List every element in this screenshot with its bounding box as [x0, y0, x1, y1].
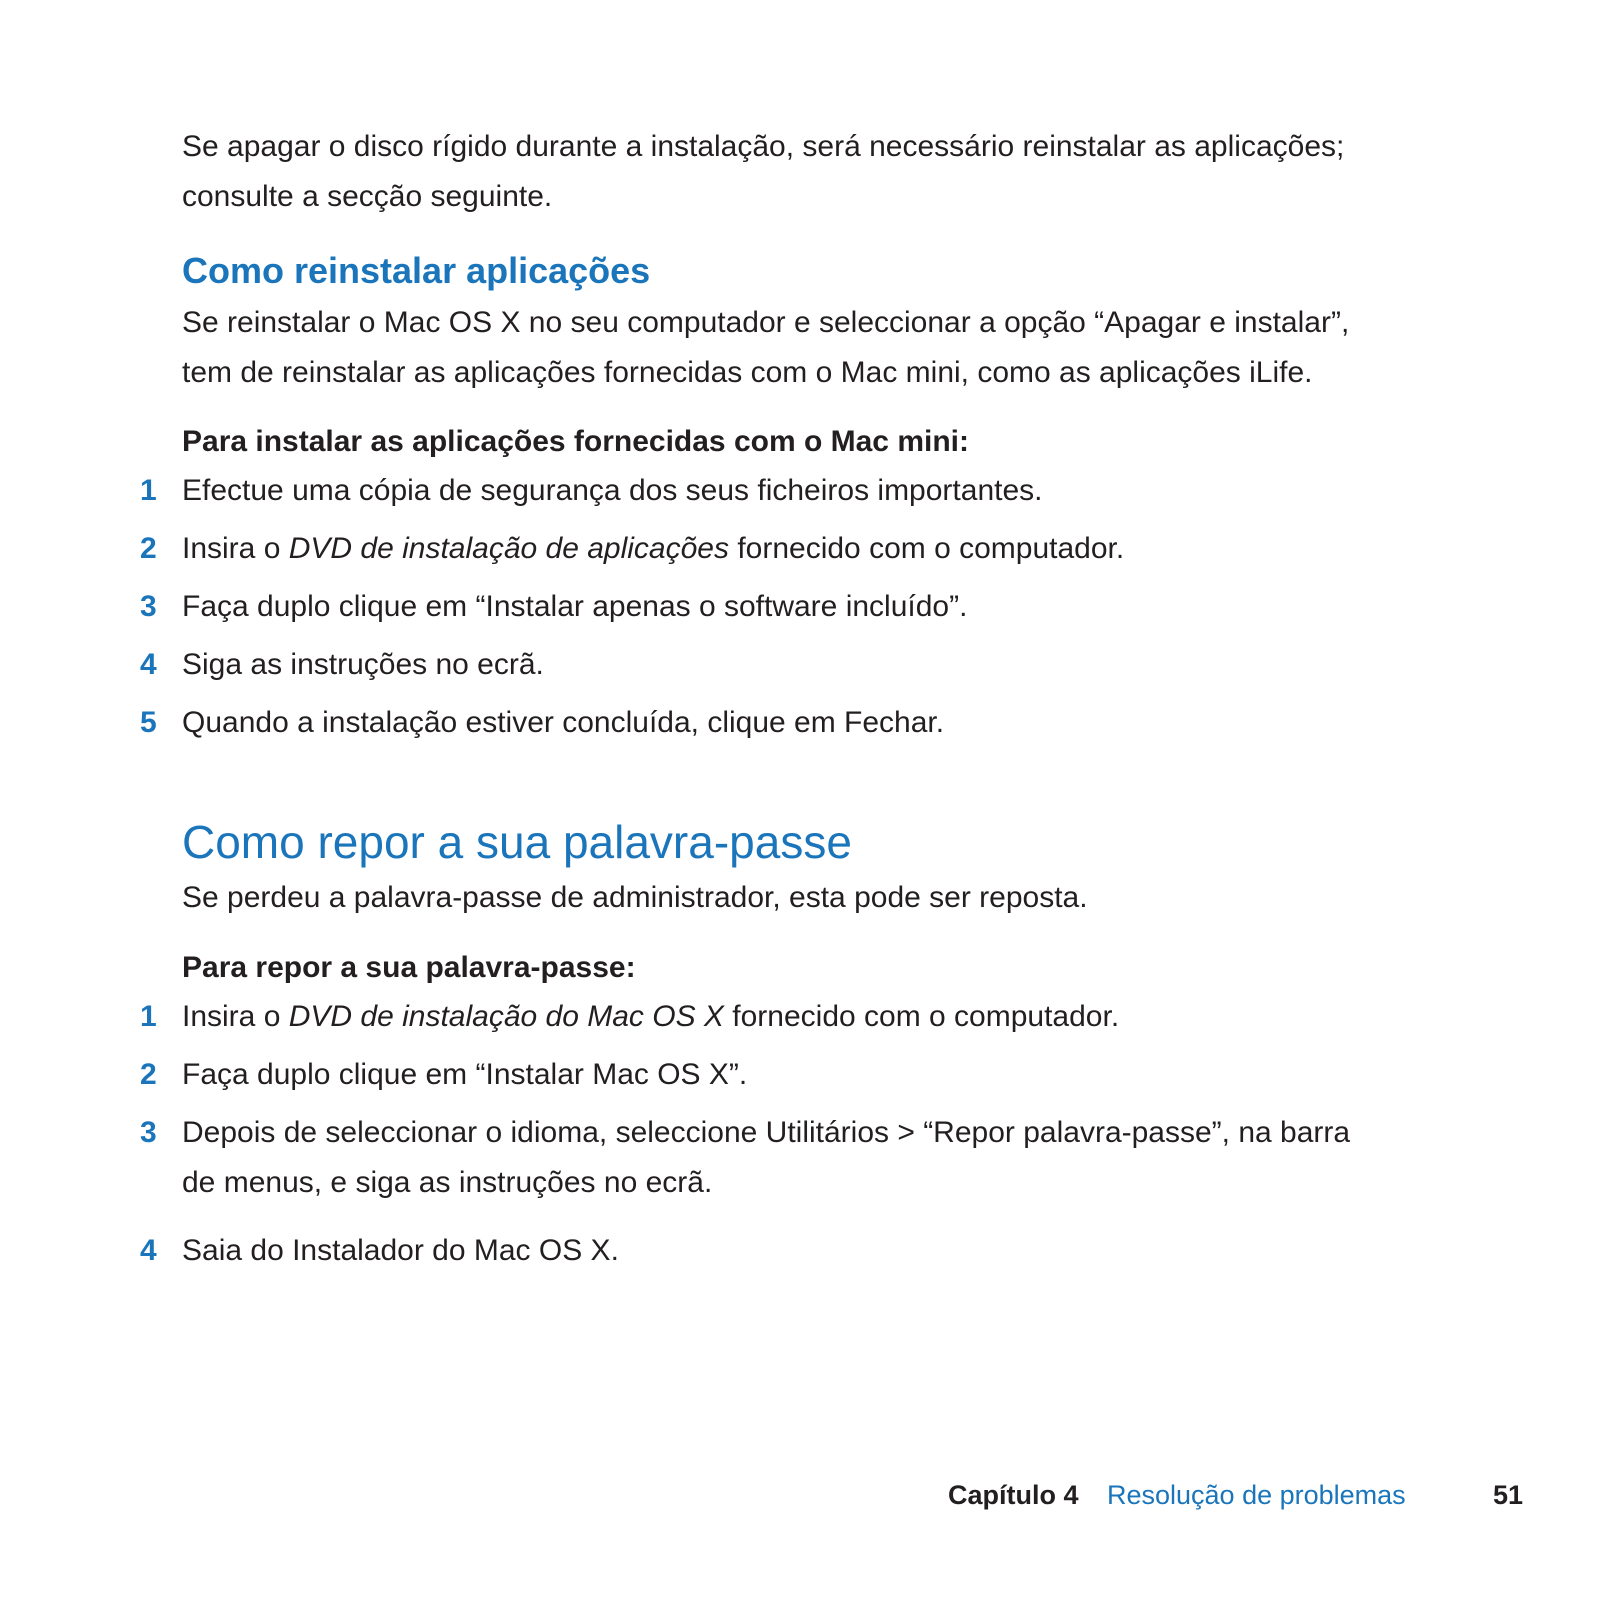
page-footer — [0, 1480, 1600, 1520]
step-text: Faça duplo clique em “Instalar Mac OS X”. — [182, 1058, 748, 1091]
step-text — [182, 992, 1480, 1042]
password-task-heading-block — [182, 946, 1482, 990]
password-heading: Como repor a sua palavra-passe — [182, 816, 852, 868]
step-text-italic: DVD de instalação de aplicações — [288, 532, 729, 565]
step-text-line-2: de menus, e siga as instruções no ecrã. — [182, 1166, 713, 1199]
list-item — [140, 1050, 1480, 1100]
list-item — [140, 466, 1480, 516]
step-text: Faça duplo clique em “Instalar apenas o software incluído”. — [182, 590, 968, 623]
footer-chapter: Capítulo 4 — [948, 1480, 1079, 1510]
password-section-header — [182, 814, 1482, 870]
list-item — [140, 524, 1480, 574]
step-text — [182, 1108, 1480, 1208]
list-item — [140, 1226, 1480, 1276]
step-text-pre: Insira o — [182, 1000, 289, 1033]
step-text: Siga as instruções no ecrã. — [182, 648, 544, 681]
password-paragraph — [182, 873, 1482, 923]
step-number: 2 — [140, 532, 157, 565]
intro-line-2: consulte a secção seguinte. — [182, 180, 553, 213]
step-number: 2 — [140, 1058, 157, 1091]
step-text-post: fornecido com o computador. — [723, 1000, 1120, 1033]
step-text: Saia do Instalador do Mac OS X. — [182, 1234, 619, 1267]
password-task-heading: Para repor a sua palavra-passe: — [182, 951, 636, 984]
reinstall-task-heading: Para instalar as aplicações fornecidas com o Mac mini: — [182, 425, 969, 458]
step-text-italic: DVD de instalação do Mac OS X — [288, 1000, 724, 1033]
reinstall-task-heading-block — [182, 420, 1482, 464]
list-item — [140, 1108, 1480, 1208]
step-number: 1 — [140, 474, 157, 507]
step-text-line-1: Depois de seleccionar o idioma, seleccione Utilitários > “Repor palavra-passe”, na barra — [182, 1116, 1351, 1149]
step-text-post: fornecido com o computador. — [728, 532, 1125, 565]
reinstall-para-line-1: Se reinstalar o Mac OS X no seu computador e seleccionar a opção “Apagar e instalar”, — [182, 306, 1350, 339]
step-number: 1 — [140, 1000, 157, 1033]
step-number: 4 — [140, 1234, 157, 1267]
password-steps-list — [140, 992, 1480, 1284]
list-item — [140, 992, 1480, 1042]
page-number: 51 — [1493, 1480, 1524, 1510]
reinstall-steps-list — [140, 466, 1480, 756]
intro-paragraph — [182, 122, 1482, 222]
list-item — [140, 698, 1480, 748]
step-text — [182, 524, 1480, 574]
footer-chapter-title: Resolução de problemas — [1107, 1480, 1406, 1510]
reinstall-section-header — [182, 248, 1482, 294]
step-number: 3 — [140, 1116, 157, 1149]
step-text-pre: Insira o — [182, 532, 289, 565]
step-text: Quando a instalação estiver concluída, clique em Fechar. — [182, 706, 945, 739]
password-para: Se perdeu a palavra-passe de administrador, esta pode ser reposta. — [182, 881, 1088, 914]
step-number: 4 — [140, 648, 157, 681]
intro-line-1: Se apagar o disco rígido durante a instalação, será necessário reinstalar as aplicações; — [182, 130, 1345, 163]
list-item — [140, 582, 1480, 632]
step-number: 5 — [140, 706, 157, 739]
step-number: 3 — [140, 590, 157, 623]
reinstall-paragraph — [182, 298, 1482, 398]
list-item — [140, 640, 1480, 690]
reinstall-para-line-2: tem de reinstalar as aplicações fornecidas com o Mac mini, como as aplicações iLife. — [182, 356, 1313, 389]
step-text: Efectue uma cópia de segurança dos seus ficheiros importantes. — [182, 474, 1043, 507]
reinstall-heading: Como reinstalar aplicações — [182, 250, 651, 291]
